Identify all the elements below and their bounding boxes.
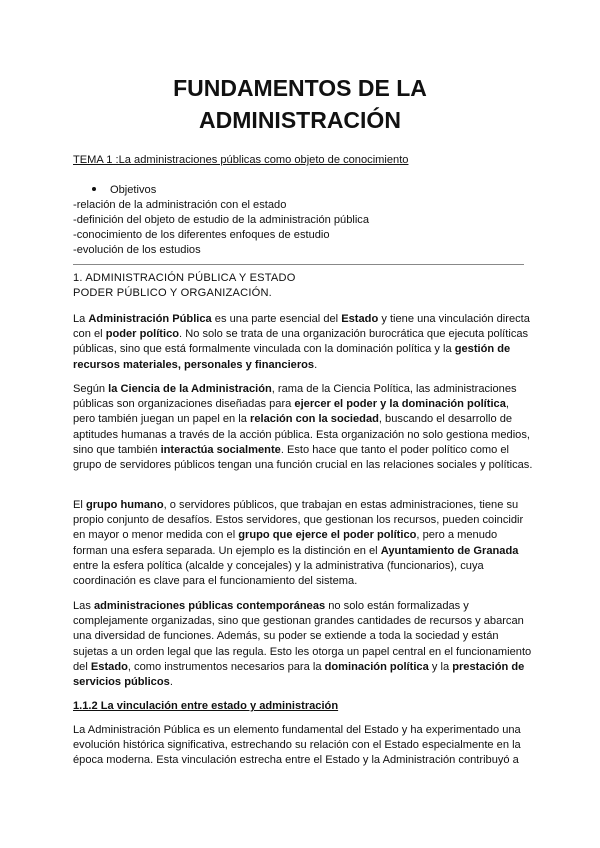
text-run: entre la esfera política (alcalde y concejales) y la administrativa (funcionarios), cuya coordinación es clave para el funcionamiento del sistema. — [73, 559, 484, 588]
text-run: Las — [73, 600, 94, 612]
text-run: es una parte esencial del — [211, 313, 342, 325]
text-run: El — [73, 499, 86, 511]
title-line-1: FUNDAMENTOS DE LA — [173, 75, 427, 101]
bold-text: Estado — [341, 313, 379, 325]
text-run: , como instrumentos necesarios para la — [127, 660, 325, 673]
paragraph-5: La Administración Pública es un elemento fundamental del Estado y ha experimentado una evolución histórica significativa, estrechando su relación con el Estado especialmente en la época moderna. Esta vinculación estrecha entre el Estado y la Administración contribuyó a — [73, 724, 521, 767]
paragraph-2 — [73, 382, 533, 473]
text-run: Según — [73, 383, 109, 395]
bold-text: relación con la sociedad — [250, 413, 379, 426]
list-item: -evolución de los estudios — [73, 244, 201, 256]
horizontal-divider — [73, 264, 524, 265]
bullet-dot-icon — [92, 187, 96, 191]
bold-text: grupo humano — [85, 499, 164, 511]
tema-heading: TEMA 1 :La administraciones públicas como objeto de conocimiento — [73, 154, 409, 166]
list-item: -conocimiento de los diferentes enfoques de estudio — [73, 229, 330, 241]
text-run: La — [73, 313, 89, 325]
text-run: . — [169, 676, 173, 689]
paragraph-1 — [73, 312, 533, 373]
bold-text: Estado — [90, 660, 128, 673]
list-item: -definición del objeto de estudio de la administración pública — [73, 214, 370, 226]
paragraph-4 — [73, 599, 533, 690]
bold-text: interactúa socialmente — [160, 443, 281, 456]
text-run: , o servidores públicos, que trabajan en estas administraciones, tiene su propio conjunto de desafíos. Estos servidores, que gestionan los recursos, pueden coincidir en mayor o menor medida con el — [73, 499, 524, 542]
list-item: -relación de la administración con el estado — [73, 199, 287, 211]
bold-text: Ayuntamiento de Granada — [380, 544, 519, 557]
text-run: , rama de la Ciencia Política, las administraciones públicas son organizaciones diseñadas para — [73, 383, 517, 411]
text-run: , pero a menudo forman una esfera separada. Un ejemplo es la distinción en el — [73, 529, 498, 557]
bold-text: dominación política — [324, 660, 429, 673]
bold-text: administraciones públicas contemporáneas — [93, 600, 326, 612]
bold-text: ejercer el poder y la dominación política — [294, 398, 506, 411]
document-title — [0, 72, 600, 136]
text-run: , buscando el desarrollo de aptitudes humanas a través de la acción pública. Esta organización no solo gestiona medios, sino que también — [73, 413, 530, 456]
text-run: y tiene una vinculación directa con el — [73, 313, 530, 341]
section-heading-line-1: 1. ADMINISTRACIÓN PÚBLICA Y ESTADO — [73, 272, 296, 284]
bold-text: la Ciencia de la Administración — [108, 383, 272, 395]
text-run: . — [314, 358, 318, 371]
paragraph-3 — [73, 498, 533, 589]
objectives-bullet — [92, 183, 552, 198]
title-line-2: ADMINISTRACIÓN — [199, 107, 401, 133]
bold-text: prestación de servicios públicos — [73, 660, 525, 689]
bold-text: Administración Pública — [88, 313, 212, 325]
bullet-label: Objetivos — [110, 184, 157, 196]
text-run: . Esto hace que tanto el poder político como el grupo de servidores públicos tengan una función crucial en las relaciones sociales y políticas. — [73, 443, 533, 472]
section-heading — [73, 271, 533, 301]
text-run: no solo están formalizadas y complejamente organizadas, sino que gestionan grandes cantidades de recursos y abarcan una diversidad de funciones. Además, su poder se extiende a toda la sociedad y están sujetas a un orden legal que las regula. Esto les otorga un papel central en el funcionamiento del — [73, 600, 532, 673]
text-run: . No solo se trata de una organización burocrática que ejecuta políticas públicas, sino que está formalmente vinculada con la dominación política y la — [73, 328, 529, 356]
text-run: y la — [428, 660, 453, 673]
bold-text: gestión de recursos materiales, personales y financieros — [73, 343, 511, 371]
subsection-heading: 1.1.2 La vinculación entre estado y administración — [73, 700, 339, 712]
text-run: , pero también juegan un papel en la — [73, 398, 509, 426]
section-heading-line-2: PODER PÚBLICO Y ORGANIZACIÓN. — [73, 287, 272, 299]
objectives-list — [73, 198, 533, 258]
bold-text: grupo que ejerce el poder político — [238, 529, 417, 542]
bold-text: poder político — [105, 328, 180, 341]
